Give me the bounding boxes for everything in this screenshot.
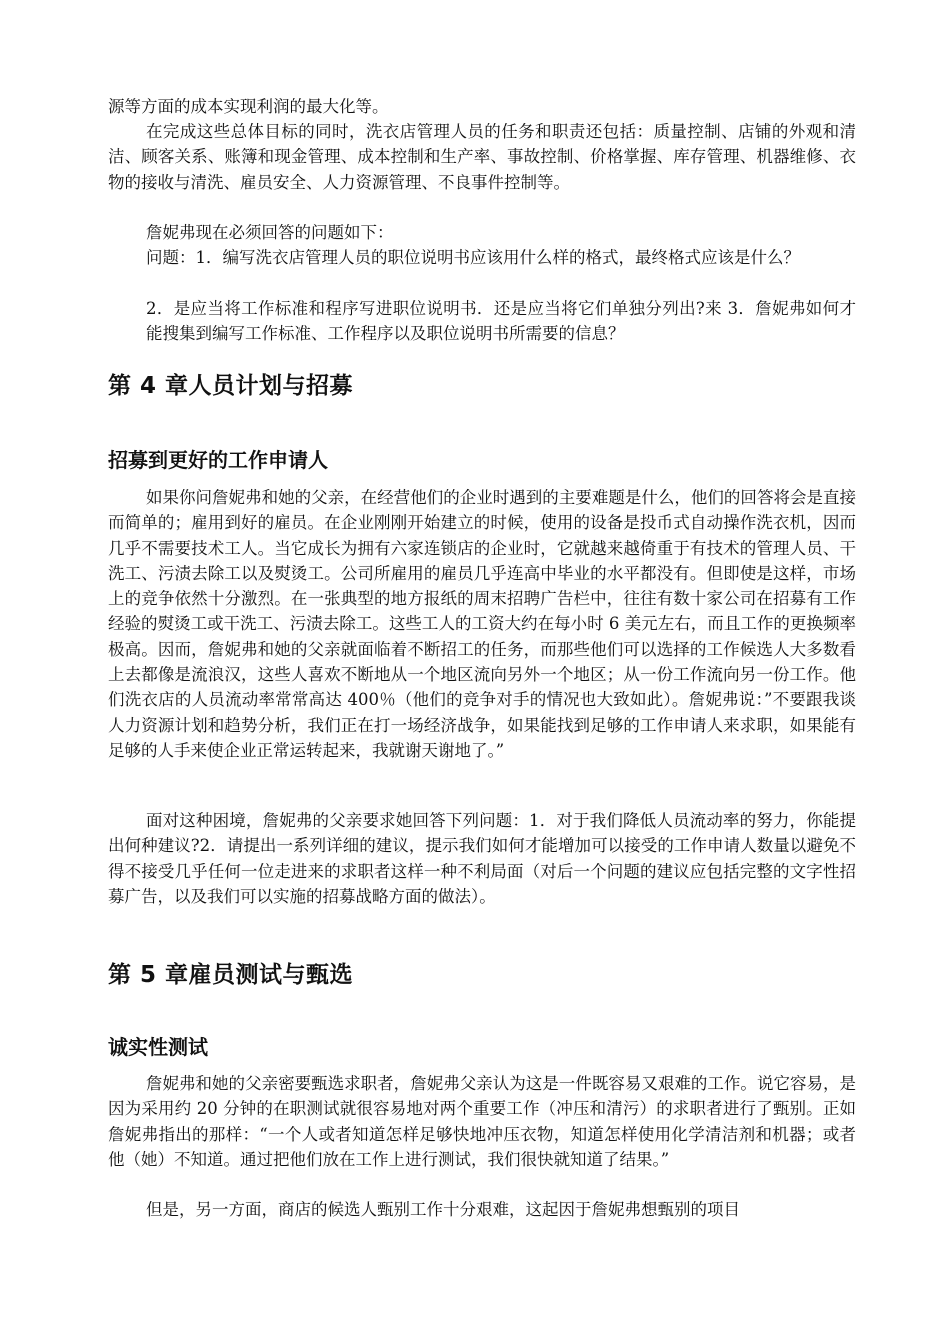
question-2-3: 2．是应当将工作标准和程序写进职位说明书．还是应当将它们单独分列出?来 3．詹妮弗如何才能搜集到编写工作标准、工作程序以及职位说明书所需要的信息？ xyxy=(146,299,856,344)
chapter-4-paragraph-2: 面对这种困境，詹妮弗的父亲要求她回答下列问题：1．对于我们降低人员流动率的努力，你能提出何种建议?2．请提出一系列详细的建议，提示我们如何才能增加可以接受的工作申请人数量以避免不得不接受几乎任何一位走进来的求职者这样一种不利局面（对后一个问题的建议应包括完整的文字性招募广告，以及我们可以实施的招募战略方面的做法）。 xyxy=(108,811,856,906)
chapter-4-case-title: 招募到更好的工作申请人 xyxy=(108,448,328,472)
chapter-5-paragraph-2: 但是，另一方面，商店的候选人甄别工作十分艰难，这起因于詹妮弗想甄别的项目 xyxy=(146,1200,740,1219)
chapter-5-case-title: 诚实性测试 xyxy=(108,1035,208,1059)
paragraph-manager-duties: 在完成这些总体目标的同时，洗衣店管理人员的任务和职责还包括：质量控制、店铺的外观和清洁、顾客关系、账簿和现金管理、成本控制和生产率、事故控制、价格掌握、库存管理、机器维修、衣物的接收与清洗、雇员安全、人力资源管理、不良事件控制等。 xyxy=(108,122,856,192)
chapter-4-title: 第 4 章人员计划与招募 xyxy=(108,373,354,399)
chapter-5-paragraph-1: 詹妮弗和她的父亲密要甄选求职者，詹妮弗父亲认为这是一件既容易又艰难的工作。说它容易，是因为采用约 20 分钟的在职测试就很容易地对两个重要工作（冲压和清污）的求职者进行了甄别。正如詹妮弗指出的那样：“一个人或者知道怎样足够快地冲压衣物，知道怎样使用化学清洁剂和机器；或者他（她）不知道。通过把他们放在工作上进行测试，我们很快就知道了结果。” xyxy=(108,1074,856,1169)
chapter-5-title: 第 5 章雇员测试与甄选 xyxy=(108,962,354,988)
question-1: 问题：1．编写洗衣店管理人员的职位说明书应该用什么样的格式，最终格式应该是什么？ xyxy=(146,248,800,267)
paragraph-cost-continuation: 源等方面的成本实现利润的最大化等。 xyxy=(108,97,389,116)
paragraph-questions-intro: 詹妮弗现在必须回答的问题如下： xyxy=(146,223,394,242)
chapter-4-paragraph-1: 如果你问詹妮弗和她的父亲，在经营他们的企业时遇到的主要难题是什么，他们的回答将会是直接而简单的；雇用到好的雇员。在企业刚刚开始建立的时候，使用的设备是投币式自动操作洗衣机，因而几乎不需要技术工人。当它成长为拥有六家连锁店的企业时，它就越来越倚重于有技术的管理人员、干洗工、污渍去除工以及熨烫工。公司所雇用的雇员几乎连高中毕业的水平都没有。但即使是这样，市场上的竞争依然十分激烈。在一张典型的地方报纸的周末招聘广告栏中，往往有数十家公司在招募有工作经验的熨烫工或干洗工、污渍去除工。这些工人的工资大约在每小时 6 美元左右，而且工作的更换频率极高。因而，詹妮弗和她的父亲就面临着不断招工的任务，而那些他们可以选择的工作候选人大多数看上去都像是流浪汉，这些人喜欢不断地从一个地区流向另外一个地区；从一份工作流向另一份工作。他们洗衣店的人员流动率常常高达 400％（他们的竞争对手的情况也大致如此）。詹妮弗说：”不要跟我谈人力资源计划和趋势分析，我们正在打一场经济战争，如果能找到足够的工作申请人来求职，如果能有足够的人手来使企业正常运转起来，我就谢天谢地了。” xyxy=(108,488,856,760)
